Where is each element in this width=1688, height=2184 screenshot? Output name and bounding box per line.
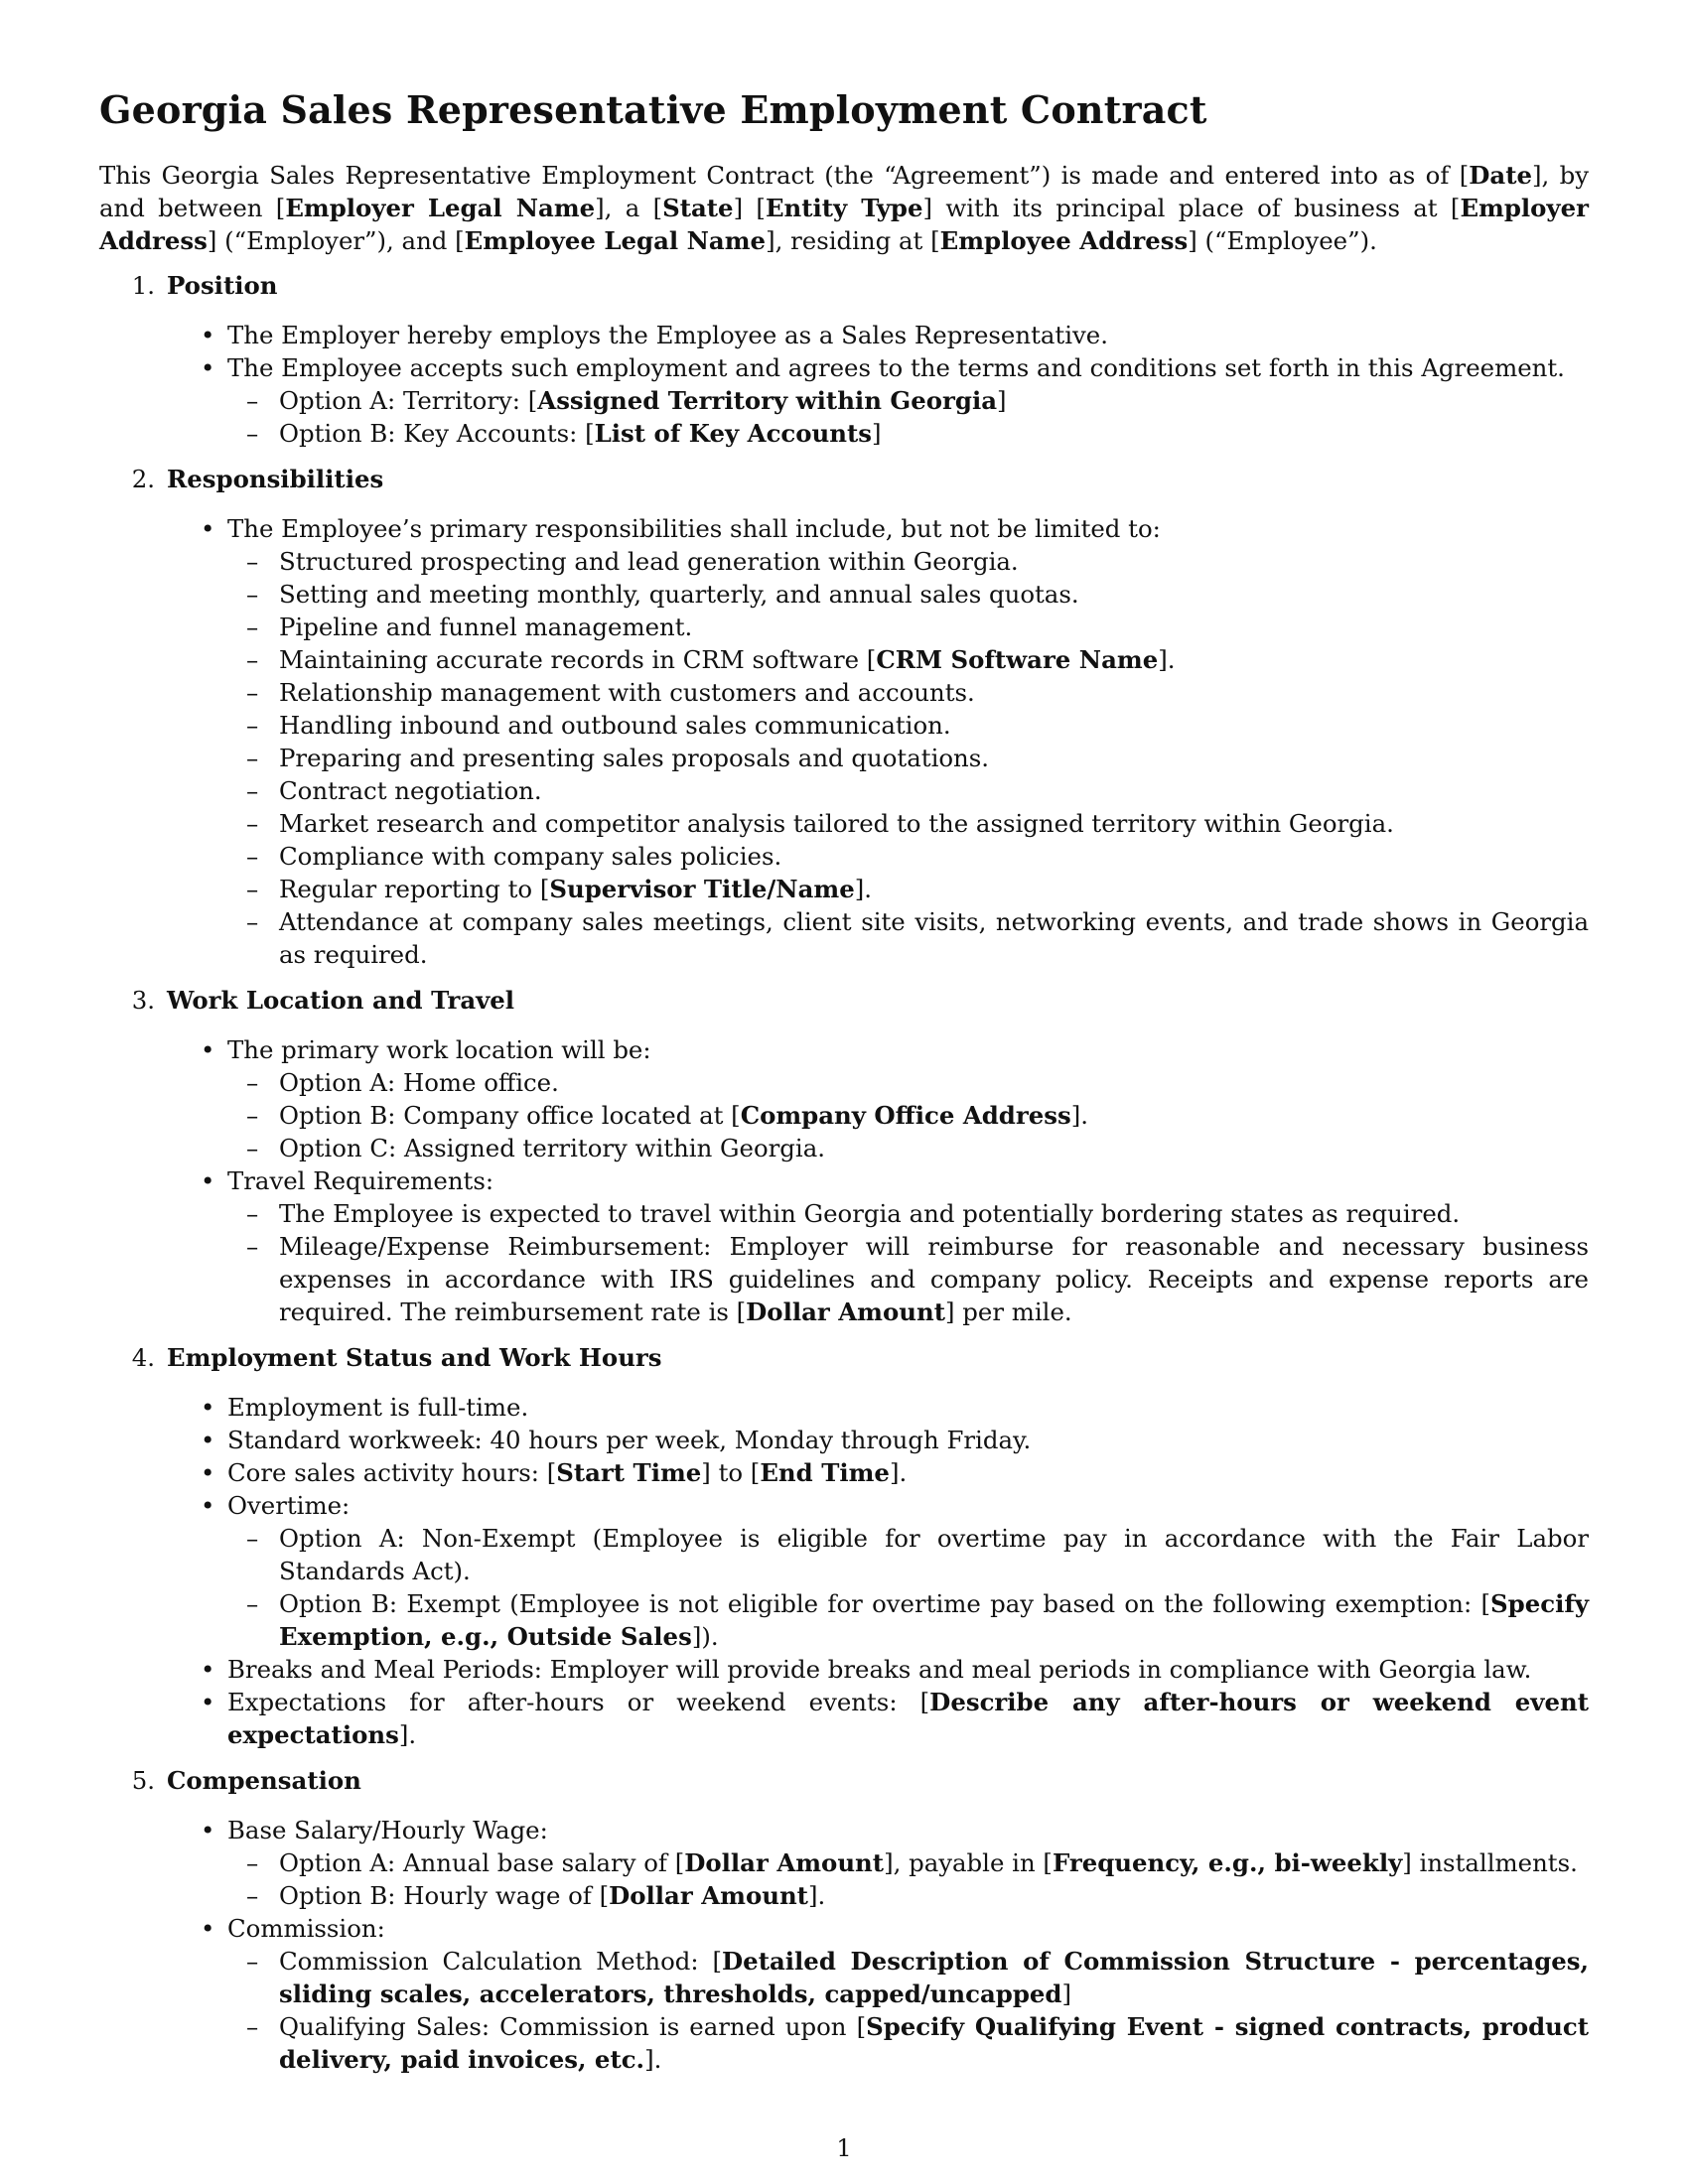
sub-list-item: – Compliance with company sales policies. [246,841,782,871]
salary-placeholder: Dollar Amount [684,1847,885,1877]
sub-list-item: – Option A: Home office. [246,1067,559,1097]
hourly-wage-placeholder: Dollar Amount [609,1880,808,1910]
section-heading: 5. Compensation [131,1765,361,1795]
list-item: • The Employee accepts such employment and agrees to the terms and conditions set forth in this Agreement. – Option A: Territory: [Assigned Territory within Georgia] – Option B: Key Accounts: [List of Key Accounts] [99,351,1589,450]
date-placeholder: Date [1469,160,1532,190]
exemption-placeholder: Specify Exemption, e.g., Outside Sales [279,1588,1589,1651]
list-item: • Overtime: – Option A: Non-Exempt (Employee is eligible for overtime pay in accordance with the Fair Labor Standards Act). – Option B: Exempt (Employee is not eligible for overtime pay based on the following exemption: [Specify Exemption, e.g., Outside Sales]). [201,1490,1589,1651]
end-time-placeholder: End Time [760,1457,890,1487]
intro-paragraph: This Georgia Sales Representative Employment Contract (the “Agreement”) is made and entered into as of [Date], by and between [Employer Legal Name], a [State] [Entity Type] with its principal place of business at [Employer Address] (“Employer”), and [Employee Legal Name], residing at [Employee Address] (“Employee”). [99,160,1589,255]
list-item: • Expectations for after-hours or weekend events: [Describe any after-hours or weekend event expectations]. [201,1687,1589,1749]
list-item: • Employment is full-time. [201,1392,529,1422]
sub-list-item: – Structured prospecting and lead generation within Georgia. [246,546,1019,576]
employee-name-placeholder: Employee Legal Name [464,225,767,255]
sub-list-item: – Contract negotiation. [246,775,542,805]
crm-placeholder: CRM Software Name [876,644,1159,674]
sub-list-item: – Qualifying Sales: Commission is earned upon [Specify Qualifying Event - signed contracts, product delivery, paid invoices, etc.]. [246,2011,1589,2074]
section-responsibilities [99,463,1589,971]
supervisor-placeholder: Supervisor Title/Name [549,874,855,903]
sections-list [99,269,1589,2076]
list-item: • The Employee’s primary responsibilities shall include, but not be limited to: – Structured prospecting and lead generation within Georgia. – Setting and meeting monthly, quarterly, and annual sales quotas. – Pipeline and funnel management. – Maintaining accurate records in CRM software [CRM Software Name]. – Relationship management with customers and accounts. – Handling inbound and outbound sales communication. – Preparing and presenting sales proposals and quotations. – Contract negotiation. – Market research and competitor analysis tailored to the assigned territory within Georgia. – Compliance with company sales policies. – Regular reporting to [Supervisor Title/Name]. – Attendance at company sales meetings, client site visits, networking events, and trade shows in Georgia as required. [201,513,1589,969]
list-item: • The primary work location will be: – Option A: Home office. – Option B: Company office located at [Company Office Address]. – Option C: Assigned territory within Georgia. [99,1033,1589,1164]
sub-list-item: – Option B: Key Accounts: [List of Key Accounts] [246,418,882,448]
territory-placeholder: Assigned Territory within Georgia [537,385,998,415]
qualifying-event-placeholder: Specify Qualifying Event - signed contracts, product delivery, paid invoices, etc. [279,2011,1589,2074]
list-item: • Travel Requirements: – The Employee is expected to travel within Georgia and potentially bordering states as required. – Mileage/Expense Reimbursement: Employer will reimburse for reasonable and necessary business expenses in accordance with IRS guidelines and company policy. Receipts and expense reports are required. The reimbursement rate is [Dollar Amount] per mile. [201,1165,1589,1326]
sub-list-item: – Option A: Territory: [Assigned Territory within Georgia] [246,385,1007,415]
sub-list-item: – Option B: Exempt (Employee is not eligible for overtime pay based on the following exemption: [Specify Exemption, e.g., Outside Sales]). [246,1588,1589,1651]
sub-list-item: – Option C: Assigned territory within Georgia. [246,1133,826,1162]
sub-list-item: – Maintaining accurate records in CRM software [CRM Software Name]. [246,644,1176,674]
section-compensation [99,1764,1589,2076]
sub-list-item: – Option B: Company office located at [Company Office Address]. [246,1100,1088,1130]
sub-list-item: – Attendance at company sales meetings, client site visits, networking events, and trade shows in Georgia as required. [246,906,1589,969]
sub-list-item: – Preparing and presenting sales proposals and quotations. [246,743,990,772]
sub-list-item: – Market research and competitor analysis tailored to the assigned territory within Georgia. [246,808,1394,838]
after-hours-placeholder: Describe any after-hours or weekend event expectations [227,1687,1589,1749]
frequency-placeholder: Frequency, e.g., bi-weekly [1052,1847,1403,1877]
list-item: • Core sales activity hours: [Start Time] to [End Time]. [201,1457,908,1487]
list-item: • Base Salary/Hourly Wage: – Option A: Annual base salary of [Dollar Amount], payable in [Frequency, e.g., bi-weekly] installments. – Option B: Hourly wage of [Dollar Amount]. [99,1814,1589,1912]
sub-list-item: – Setting and meeting monthly, quarterly, and annual sales quotas. [246,579,1079,609]
office-address-placeholder: Company Office Address [740,1100,1071,1130]
sub-list-item: – Pipeline and funnel management. [246,612,693,641]
sub-list-item: – Option B: Hourly wage of [Dollar Amount]. [246,1880,826,1910]
state-placeholder: State [662,193,734,222]
page-number: 1 [836,2134,852,2162]
section-position [99,269,1589,450]
section-work-location [99,984,1589,1328]
sub-list-item: – Handling inbound and outbound sales communication. [246,710,951,740]
list-item: • Breaks and Meal Periods: Employer will provide breaks and meal periods in compliance with Georgia law. [201,1654,1532,1684]
section-heading: 2. Responsibilities [131,464,384,493]
entity-type-placeholder: Entity Type [765,193,923,222]
list-item: • The Employer hereby employs the Employee as a Sales Representative. [201,320,1108,349]
document-title: Georgia Sales Representative Employment Contract [99,87,1207,132]
key-accounts-placeholder: List of Key Accounts [594,418,873,448]
sub-list-item: – Commission Calculation Method: [Detailed Description of Commission Structure - percentages, sliding scales, accelerators, thresholds, capped/uncapped] [246,1946,1589,2008]
contract-page [99,87,1589,2089]
section-heading: 1. Position [131,270,278,300]
sub-list-item: – Regular reporting to [Supervisor Title/Name]. [246,874,872,903]
employer-name-placeholder: Employer Legal Name [285,193,596,222]
sub-list-item: – Relationship management with customers and accounts. [246,677,975,707]
section-heading: 4. Employment Status and Work Hours [131,1342,662,1372]
employer-address-placeholder: Employer Address [99,193,1589,255]
list-item: • Commission: – Commission Calculation Method: [Detailed Description of Commission Structure - percentages, sliding scales, accelerators, thresholds, capped/uncapped] – Qualifying Sales: Commission is earned upon [Specify Qualifying Event - signed contracts, product delivery, paid invoices, etc.]. [201,1913,1589,2074]
sub-list-item: – Mileage/Expense Reimbursement: Employer will reimburse for reasonable and necessary business expenses in accordance with IRS guidelines and company policy. Receipts and expense reports are required. The reimbursement rate is [Dollar Amount] per mile. [246,1231,1589,1326]
sub-list-item: – Option A: Annual base salary of [Dollar Amount], payable in [Frequency, e.g., bi-weekly] installments. [246,1847,1578,1877]
start-time-placeholder: Start Time [556,1457,702,1487]
section-heading: 3. Work Location and Travel [131,985,515,1015]
sub-list-item: – Option A: Non-Exempt (Employee is eligible for overtime pay in accordance with the Fair Labor Standards Act). [246,1523,1589,1585]
list-item: • Standard workweek: 40 hours per week, Monday through Friday. [201,1425,1032,1454]
employee-address-placeholder: Employee Address [939,225,1189,255]
section-employment-status [99,1341,1589,1751]
commission-structure-placeholder: Detailed Description of Commission Structure - percentages, sliding scales, accelerators, thresholds, capped/uncapped [279,1946,1589,2008]
mileage-rate-placeholder: Dollar Amount [746,1297,945,1326]
sub-list-item: – The Employee is expected to travel within Georgia and potentially bordering states as required. [246,1198,1461,1228]
